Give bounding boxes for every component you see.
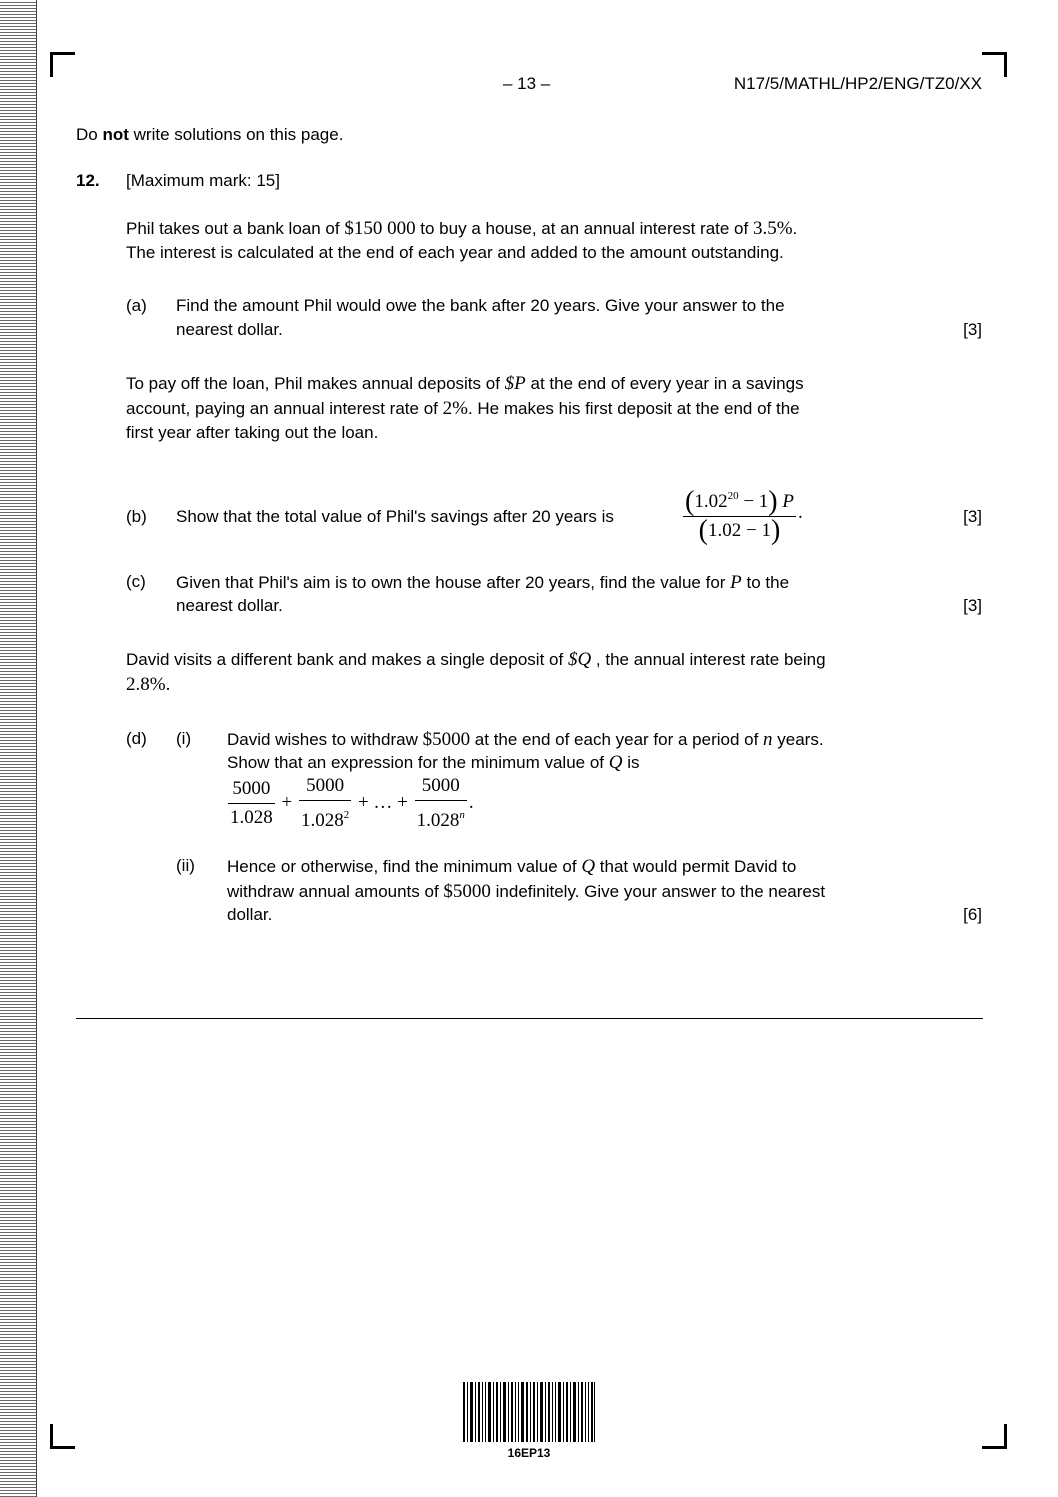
intro-line-2: The interest is calculated at the end of each year and added to the amount outstanding.	[126, 243, 784, 262]
part-b-fraction: $\frac{(1.02^{20} - 1) P}{(1.02 - 1)}$ .	[681, 482, 803, 545]
part-c-label: (c)	[126, 572, 146, 591]
part-c-line-1: Given that Phil's aim is to own the house after 20 years, find the value for P to the	[176, 572, 790, 593]
para3-line-2: 2.8%.	[126, 674, 171, 695]
crop-mark-top-left	[50, 52, 75, 77]
crop-mark-bottom-right	[982, 1424, 1007, 1449]
part-d-ii-line-3: dollar.	[227, 905, 273, 924]
end-rule	[76, 1018, 983, 1019]
intro-line-1: Phil takes out a bank loan of $150 000 to buy a house, at an annual interest rate of 3.5%.	[126, 218, 798, 239]
notice: Do not write solutions on this page.	[76, 125, 344, 144]
part-a-mark: [3]	[963, 320, 982, 339]
crop-mark-bottom-left	[50, 1424, 75, 1449]
para2-line-3: first year after taking out the loan.	[126, 423, 379, 442]
part-c-line-2: nearest dollar.	[176, 596, 283, 615]
part-d-ii-label: (ii)	[176, 856, 195, 875]
part-a-line-1: Find the amount Phil would owe the bank after 20 years. Give your answer to the	[176, 296, 785, 315]
max-mark: [Maximum mark: 15]	[126, 171, 280, 190]
question-number: 12.	[76, 171, 100, 190]
part-d-mark: [6]	[963, 905, 982, 924]
part-d-label: (d)	[126, 729, 147, 748]
part-b-label: (b)	[126, 507, 147, 526]
part-d-i-line-2: Show that an expression for the minimum value of Q is	[227, 752, 640, 773]
para3-line-1: David visits a different bank and makes a single deposit of $Q , the annual interest rate being	[126, 649, 826, 670]
para2-line-1: To pay off the loan, Phil makes annual deposits of $P at the end of every year in a savings	[126, 373, 804, 394]
barcode	[463, 1382, 595, 1442]
paper-code: N17/5/MATHL/HP2/ENG/TZ0/XX	[733, 74, 982, 93]
part-d-i-series: $\frac{5000}{1.028}$ + $\frac{5000}{1.028^2}$ + … + $\frac{5000}{1.028^n}$ .	[226, 772, 474, 835]
page-number: – 13 –	[503, 74, 551, 93]
part-d-ii-line-2: withdraw annual amounts of $5000 indefinitely. Give your answer to the nearest	[227, 881, 826, 902]
part-c-mark: [3]	[963, 596, 982, 615]
page-edge-strip	[0, 0, 37, 1497]
barcode-label: 16EP13	[507, 1446, 551, 1460]
part-a-line-2: nearest dollar.	[176, 320, 283, 339]
part-a-label: (a)	[126, 296, 147, 315]
para2-line-2: account, paying an annual interest rate of 2%. He makes his first deposit at the end of the	[126, 398, 800, 419]
part-d-ii-line-1: Hence or otherwise, find the minimum value of Q that would permit David to	[227, 856, 797, 877]
part-d-i-label: (i)	[176, 729, 192, 748]
part-d-i-line-1: David wishes to withdraw $5000 at the end of each year for a period of n years.	[227, 729, 824, 750]
crop-mark-top-right	[982, 52, 1007, 77]
part-b-text: Show that the total value of Phil's savings after 20 years is	[176, 507, 614, 526]
part-b-mark: [3]	[963, 507, 982, 526]
